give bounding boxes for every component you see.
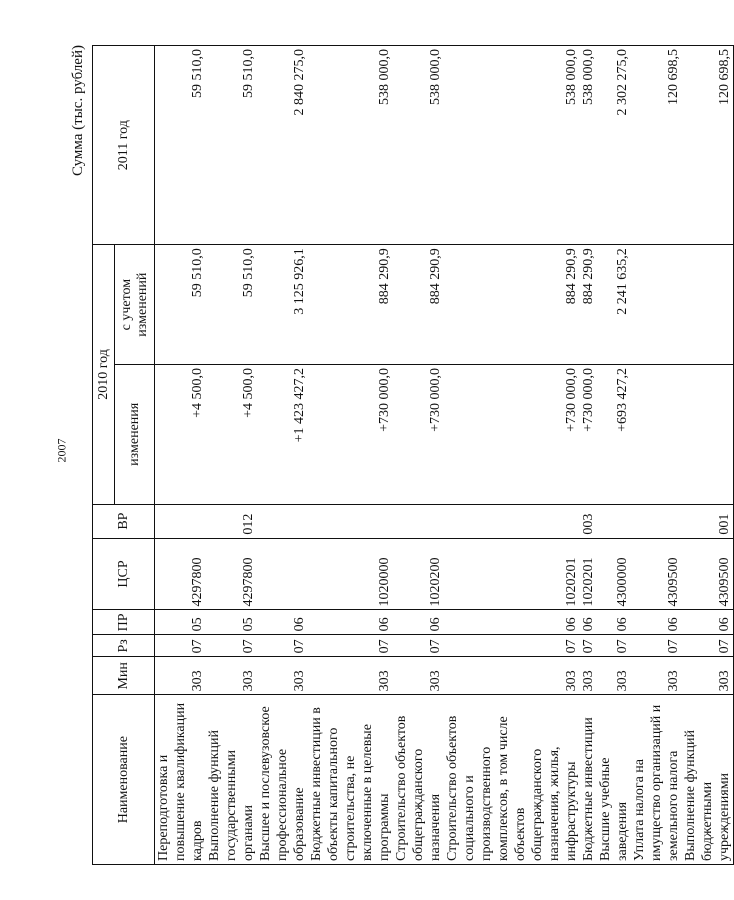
row-csr: 4309500 <box>682 538 734 610</box>
row-change: +730 000,0 <box>580 364 597 504</box>
row-pr: 06 <box>580 610 597 635</box>
table-row <box>597 46 631 865</box>
row-rz: 07 <box>206 635 257 657</box>
row-csr: 4297800 <box>206 538 257 610</box>
row-vr <box>257 504 308 538</box>
header-pr: ПР <box>93 610 155 635</box>
unit-caption: Сумма (тыс. рублей) <box>70 45 86 177</box>
row-year-2011: 538 000,0 <box>444 46 580 245</box>
row-vr <box>631 504 682 538</box>
row-change: +730 000,0 <box>308 364 393 504</box>
row-change: +4 500,0 <box>155 364 207 504</box>
row-year-2011: 59 510,0 <box>155 46 207 245</box>
row-rz: 07 <box>444 635 580 657</box>
row-name: Строительство объектов социального и производственного комплексов, в том числе объектов общегражданского назначения, жилья, инфраструктуры <box>444 695 580 865</box>
row-rz: 07 <box>308 635 393 657</box>
row-csr <box>257 538 308 610</box>
row-vr <box>444 504 580 538</box>
row-vr <box>597 504 631 538</box>
row-year-2011: 2 302 275,0 <box>597 46 631 245</box>
row-min: 303 <box>308 657 393 695</box>
row-rz: 07 <box>155 635 207 657</box>
row-min: 303 <box>206 657 257 695</box>
row-name: Выполнение функций бюджетными учреждениями <box>682 695 734 865</box>
table-row <box>155 46 207 865</box>
row-with-changes <box>682 245 734 365</box>
row-vr: 001 <box>682 504 734 538</box>
row-pr: 06 <box>597 610 631 635</box>
row-csr: 1020201 <box>444 538 580 610</box>
row-change: +730 000,0 <box>444 364 580 504</box>
budget-table <box>92 45 734 865</box>
header-vr: ВР <box>93 504 155 538</box>
row-rz: 07 <box>631 635 682 657</box>
row-pr: 06 <box>308 610 393 635</box>
row-vr <box>308 504 393 538</box>
row-min: 303 <box>444 657 580 695</box>
row-year-2011: 538 000,0 <box>393 46 444 245</box>
header-rz: Рз <box>93 635 155 657</box>
rotated-page-content <box>70 45 732 865</box>
row-csr: 1020201 <box>580 538 597 610</box>
row-name: Строительство объектов общегражданского назначения <box>393 695 444 865</box>
row-year-2011: 538 000,0 <box>308 46 393 245</box>
row-with-changes: 884 290,9 <box>393 245 444 365</box>
row-min: 303 <box>155 657 207 695</box>
row-change: +4 500,0 <box>206 364 257 504</box>
row-with-changes: 884 290,9 <box>308 245 393 365</box>
table-row <box>631 46 682 865</box>
row-change: +730 000,0 <box>393 364 444 504</box>
row-min: 303 <box>257 657 308 695</box>
row-min: 303 <box>682 657 734 695</box>
row-with-changes: 884 290,9 <box>580 245 597 365</box>
row-rz: 07 <box>257 635 308 657</box>
table-body <box>155 46 734 865</box>
row-pr: 05 <box>206 610 257 635</box>
header-changes: изменения <box>115 364 155 504</box>
row-min: 303 <box>580 657 597 695</box>
row-pr: 06 <box>444 610 580 635</box>
row-pr: 06 <box>393 610 444 635</box>
header-with-changes: с учетом изменений <box>115 245 155 365</box>
row-rz: 07 <box>580 635 597 657</box>
row-name: Высшие учебные заведения <box>597 695 631 865</box>
row-csr: 4309500 <box>631 538 682 610</box>
row-with-changes <box>631 245 682 365</box>
page-number: 2007 <box>54 438 69 463</box>
table-row <box>580 46 597 865</box>
row-year-2011: 120 698,5 <box>631 46 682 245</box>
header-min: Мин <box>93 657 155 695</box>
row-change: +693 427,2 <box>597 364 631 504</box>
row-rz: 07 <box>682 635 734 657</box>
header-year-2011: 2011 год <box>93 46 155 245</box>
row-pr: 05 <box>155 610 207 635</box>
row-pr: 06 <box>631 610 682 635</box>
table-row <box>444 46 580 865</box>
row-csr: 4300000 <box>597 538 631 610</box>
row-change <box>631 364 682 504</box>
row-with-changes: 3 125 926,1 <box>257 245 308 365</box>
row-with-changes: 2 241 635,2 <box>597 245 631 365</box>
row-change: +1 423 427,2 <box>257 364 308 504</box>
row-name: Высшее и послевузовское профессиональное образование <box>257 695 308 865</box>
row-pr: 06 <box>682 610 734 635</box>
table-row <box>257 46 308 865</box>
row-name: Уплата налога на имущество организаций и земельного налога <box>631 695 682 865</box>
row-year-2011: 538 000,0 <box>580 46 597 245</box>
table-row <box>206 46 257 865</box>
row-vr: 003 <box>580 504 597 538</box>
row-vr: 012 <box>206 504 257 538</box>
row-name: Бюджетные инвестиции в объекты капитального строительства, не включенные в целевые программы <box>308 695 393 865</box>
header-csr: ЦСР <box>93 538 155 610</box>
row-csr: 4297800 <box>155 538 207 610</box>
row-csr: 1020000 <box>308 538 393 610</box>
row-min: 303 <box>393 657 444 695</box>
row-name: Переподготовка и повышение квалификации кадров <box>155 695 207 865</box>
row-year-2011: 2 840 275,0 <box>257 46 308 245</box>
table-row <box>682 46 734 865</box>
row-min: 303 <box>597 657 631 695</box>
row-pr: 06 <box>257 610 308 635</box>
row-min: 303 <box>631 657 682 695</box>
row-rz: 07 <box>597 635 631 657</box>
header-year-2010: 2010 год <box>93 245 115 504</box>
row-with-changes: 884 290,9 <box>444 245 580 365</box>
table-row <box>393 46 444 865</box>
row-vr <box>393 504 444 538</box>
row-year-2011: 59 510,0 <box>206 46 257 245</box>
row-change <box>682 364 734 504</box>
table-row <box>308 46 393 865</box>
row-csr: 1020200 <box>393 538 444 610</box>
row-year-2011: 120 698,5 <box>682 46 734 245</box>
row-with-changes: 59 510,0 <box>155 245 207 365</box>
row-name: Бюджетные инвестиции <box>580 695 597 865</box>
row-with-changes: 59 510,0 <box>206 245 257 365</box>
row-vr <box>155 504 207 538</box>
row-name: Выполнение функций государственными органами <box>206 695 257 865</box>
header-name: Наименование <box>93 695 155 865</box>
row-rz: 07 <box>393 635 444 657</box>
